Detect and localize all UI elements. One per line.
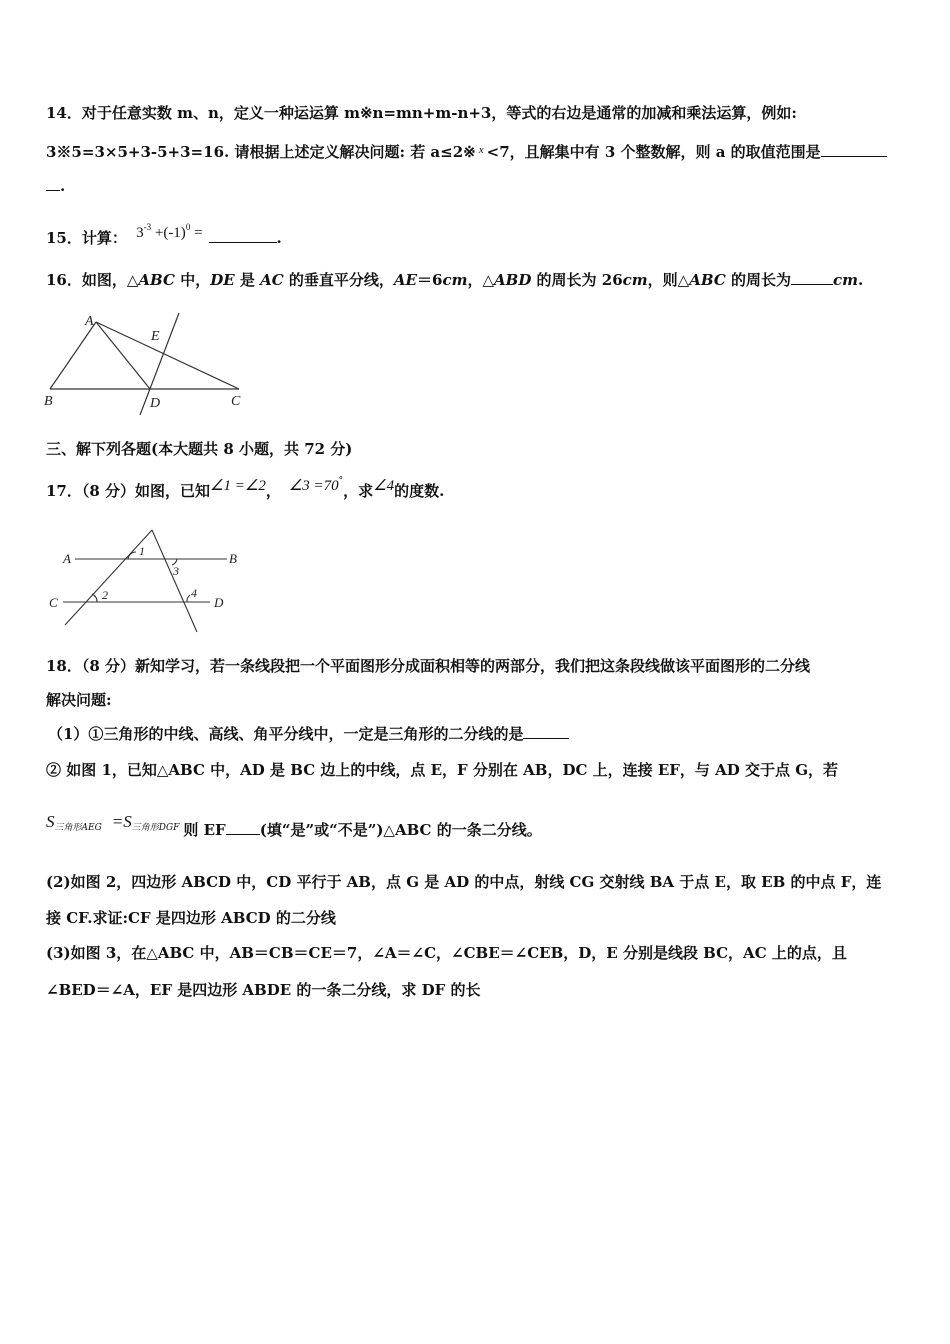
- q17-parallel-lines-figure: [45, 525, 245, 635]
- q18-part2-line2: 接 CF.求证:CF 是四边形 ABCD 的二分线: [46, 909, 336, 927]
- q17-label-2: 2: [102, 588, 108, 602]
- q16-text: ，则△: [647, 271, 690, 289]
- q16-label-d: D: [150, 396, 161, 411]
- q16-triangle-abc: ABC: [138, 271, 175, 289]
- q16-label-e: E: [151, 329, 160, 344]
- q17-condition-2: ∠3 =70: [288, 478, 339, 494]
- q15-label: 15．计算：: [46, 229, 127, 247]
- q18-part3-line2: ∠BED＝∠A，EF 是四边形 ABDE 的一条二分线，求 DF 的长: [46, 981, 481, 999]
- q14-variable-x: x: [478, 144, 484, 156]
- q17-transversal-right: [152, 530, 197, 632]
- q16-text: 是: [234, 271, 261, 289]
- q18-area-sub2: 三角形DGF: [131, 823, 180, 833]
- q18-part1-blank[interactable]: [523, 724, 569, 739]
- q18-part3-line1: (3)如图 3，在△ABC 中，AB＝CB＝CE＝7，∠A＝∠C，∠CBE＝∠CEB，D，E 分别是线段 BC，AC 上的点，且: [46, 944, 847, 962]
- q17-label-3: 3: [173, 564, 179, 578]
- q18-part2-line1: (2)如图 2，四边形 ABCD 中，CD 平行于 AB，点 G 是 AD 的中点，射线 CG 交射线 BA 于点 E，取 EB 的中点 F，连: [46, 873, 882, 891]
- q14-line3: [46, 176, 65, 196]
- q17-target-angle: ∠4: [373, 478, 395, 494]
- q16-text: 中，: [174, 271, 211, 289]
- q14-answer-blank-cont[interactable]: [46, 176, 60, 191]
- q14-end-period: .: [60, 177, 66, 195]
- q15-equals: =: [194, 225, 203, 241]
- q17-condition-1: ∠1 =∠2: [210, 478, 266, 494]
- q15-base: 3: [136, 225, 144, 241]
- q17-label-d: D: [214, 595, 224, 610]
- q17-text: ，求: [343, 482, 374, 500]
- q14-answer-blank[interactable]: [821, 142, 887, 157]
- q15-end-period: .: [276, 229, 282, 247]
- q18-part1-sub2-blank[interactable]: [226, 820, 260, 835]
- q17-text: 17．（8 分）如图，已知: [46, 482, 211, 500]
- q16-text: 的周长为: [725, 271, 791, 289]
- q16-label-b: B: [44, 394, 53, 409]
- q16-text: .: [858, 271, 864, 289]
- q18-area-sub1: 三角形AEG: [54, 823, 102, 833]
- q15-exponent-2: 0: [185, 222, 191, 232]
- q16-line: [46, 270, 863, 290]
- q18-line1: 18．（8 分）新知学习，若一条线段把一个平面图形分成面积相等的两部分，我们把这条段线做该平面图形的二分线: [46, 657, 811, 675]
- q15-term: +(‐1): [154, 225, 186, 241]
- q16-triangle-figure: [40, 305, 260, 420]
- q16-text: 的垂直平分线，: [283, 271, 394, 289]
- q17-line: [46, 477, 444, 502]
- q17-angle-arc-4: [187, 595, 190, 602]
- q14-line2-start: 3※5=3×5+3‐5+3=16. 请根据上述定义解决问题: 若 a≤2※: [46, 143, 476, 161]
- q16-unit: cm: [442, 271, 468, 289]
- q18-text: (填“是”或“不是”)△ABC 的一条二分线。: [259, 821, 542, 839]
- q17-degree: °: [338, 476, 344, 486]
- q18-area-condition: [46, 812, 542, 846]
- q17-text: ，: [265, 482, 281, 500]
- q14-line2: [46, 140, 887, 162]
- q14-line1: 14．对于任意实数 m、n，定义一种运运算 m※n=mn+m‐n+3，等式的右边是通常的加减和乘法运算，例如:: [46, 104, 797, 122]
- q16-line-ad: [96, 322, 150, 389]
- q16-unit: cm: [833, 271, 859, 289]
- q18-part1-sub2: ② 如图 1，已知△ABC 中，AD 是 BC 边上的中线，点 E，F 分别在 AB，DC 上，连接 EF，与 AD 交于点 G，若: [46, 761, 839, 779]
- q17-label-c: C: [49, 595, 58, 610]
- q16-text: 的周长为 26: [531, 271, 623, 289]
- q17-label-1: 1: [139, 544, 145, 558]
- q15-answer-blank[interactable]: [209, 228, 277, 243]
- q18-area-s1: S: [46, 812, 55, 831]
- q18-part1-text: （1）①三角形的中线、高线、角平分线中，一定是三角形的二分线的是: [48, 725, 524, 743]
- q17-angle-arc-1: [128, 552, 136, 559]
- q16-answer-blank[interactable]: [791, 270, 833, 285]
- q18-line2: 解决问题:: [46, 691, 112, 709]
- q15-expression: [136, 222, 203, 241]
- q16-line-ac: [96, 322, 239, 389]
- q16-text: ，△: [467, 271, 494, 289]
- q14-line2-end: <7，且解集中有 3 个整数解，则 a 的取值范围是: [486, 143, 821, 161]
- q15-line: [46, 223, 282, 249]
- q17-text: 的度数.: [394, 482, 445, 500]
- q16-label-c: C: [231, 394, 241, 409]
- q16-label-a: A: [85, 314, 94, 329]
- q16-triangle-abd: ABD: [494, 271, 532, 289]
- q16-segment-ae: AE: [393, 271, 417, 289]
- q16-text: ＝6: [417, 271, 443, 289]
- q18-text: 则 EF: [183, 821, 226, 839]
- q17-label-a: A: [63, 551, 71, 566]
- q16-line-ab: [50, 322, 96, 389]
- q16-segment-de: DE: [210, 271, 235, 289]
- q16-unit: cm: [622, 271, 648, 289]
- q16-triangle-abc: ABC: [689, 271, 726, 289]
- q16-text: 16．如图，△: [46, 271, 139, 289]
- q18-area-equals: =S: [111, 812, 132, 831]
- q17-label-4: 4: [191, 586, 197, 600]
- q18-part1: [48, 724, 569, 744]
- q17-label-b: B: [229, 551, 237, 566]
- section-title: 三、解下列各题(本大题共 8 小题，共 72 分): [46, 440, 353, 458]
- q16-segment-ac: AC: [260, 271, 284, 289]
- q15-exponent-1: ‐3: [143, 222, 152, 232]
